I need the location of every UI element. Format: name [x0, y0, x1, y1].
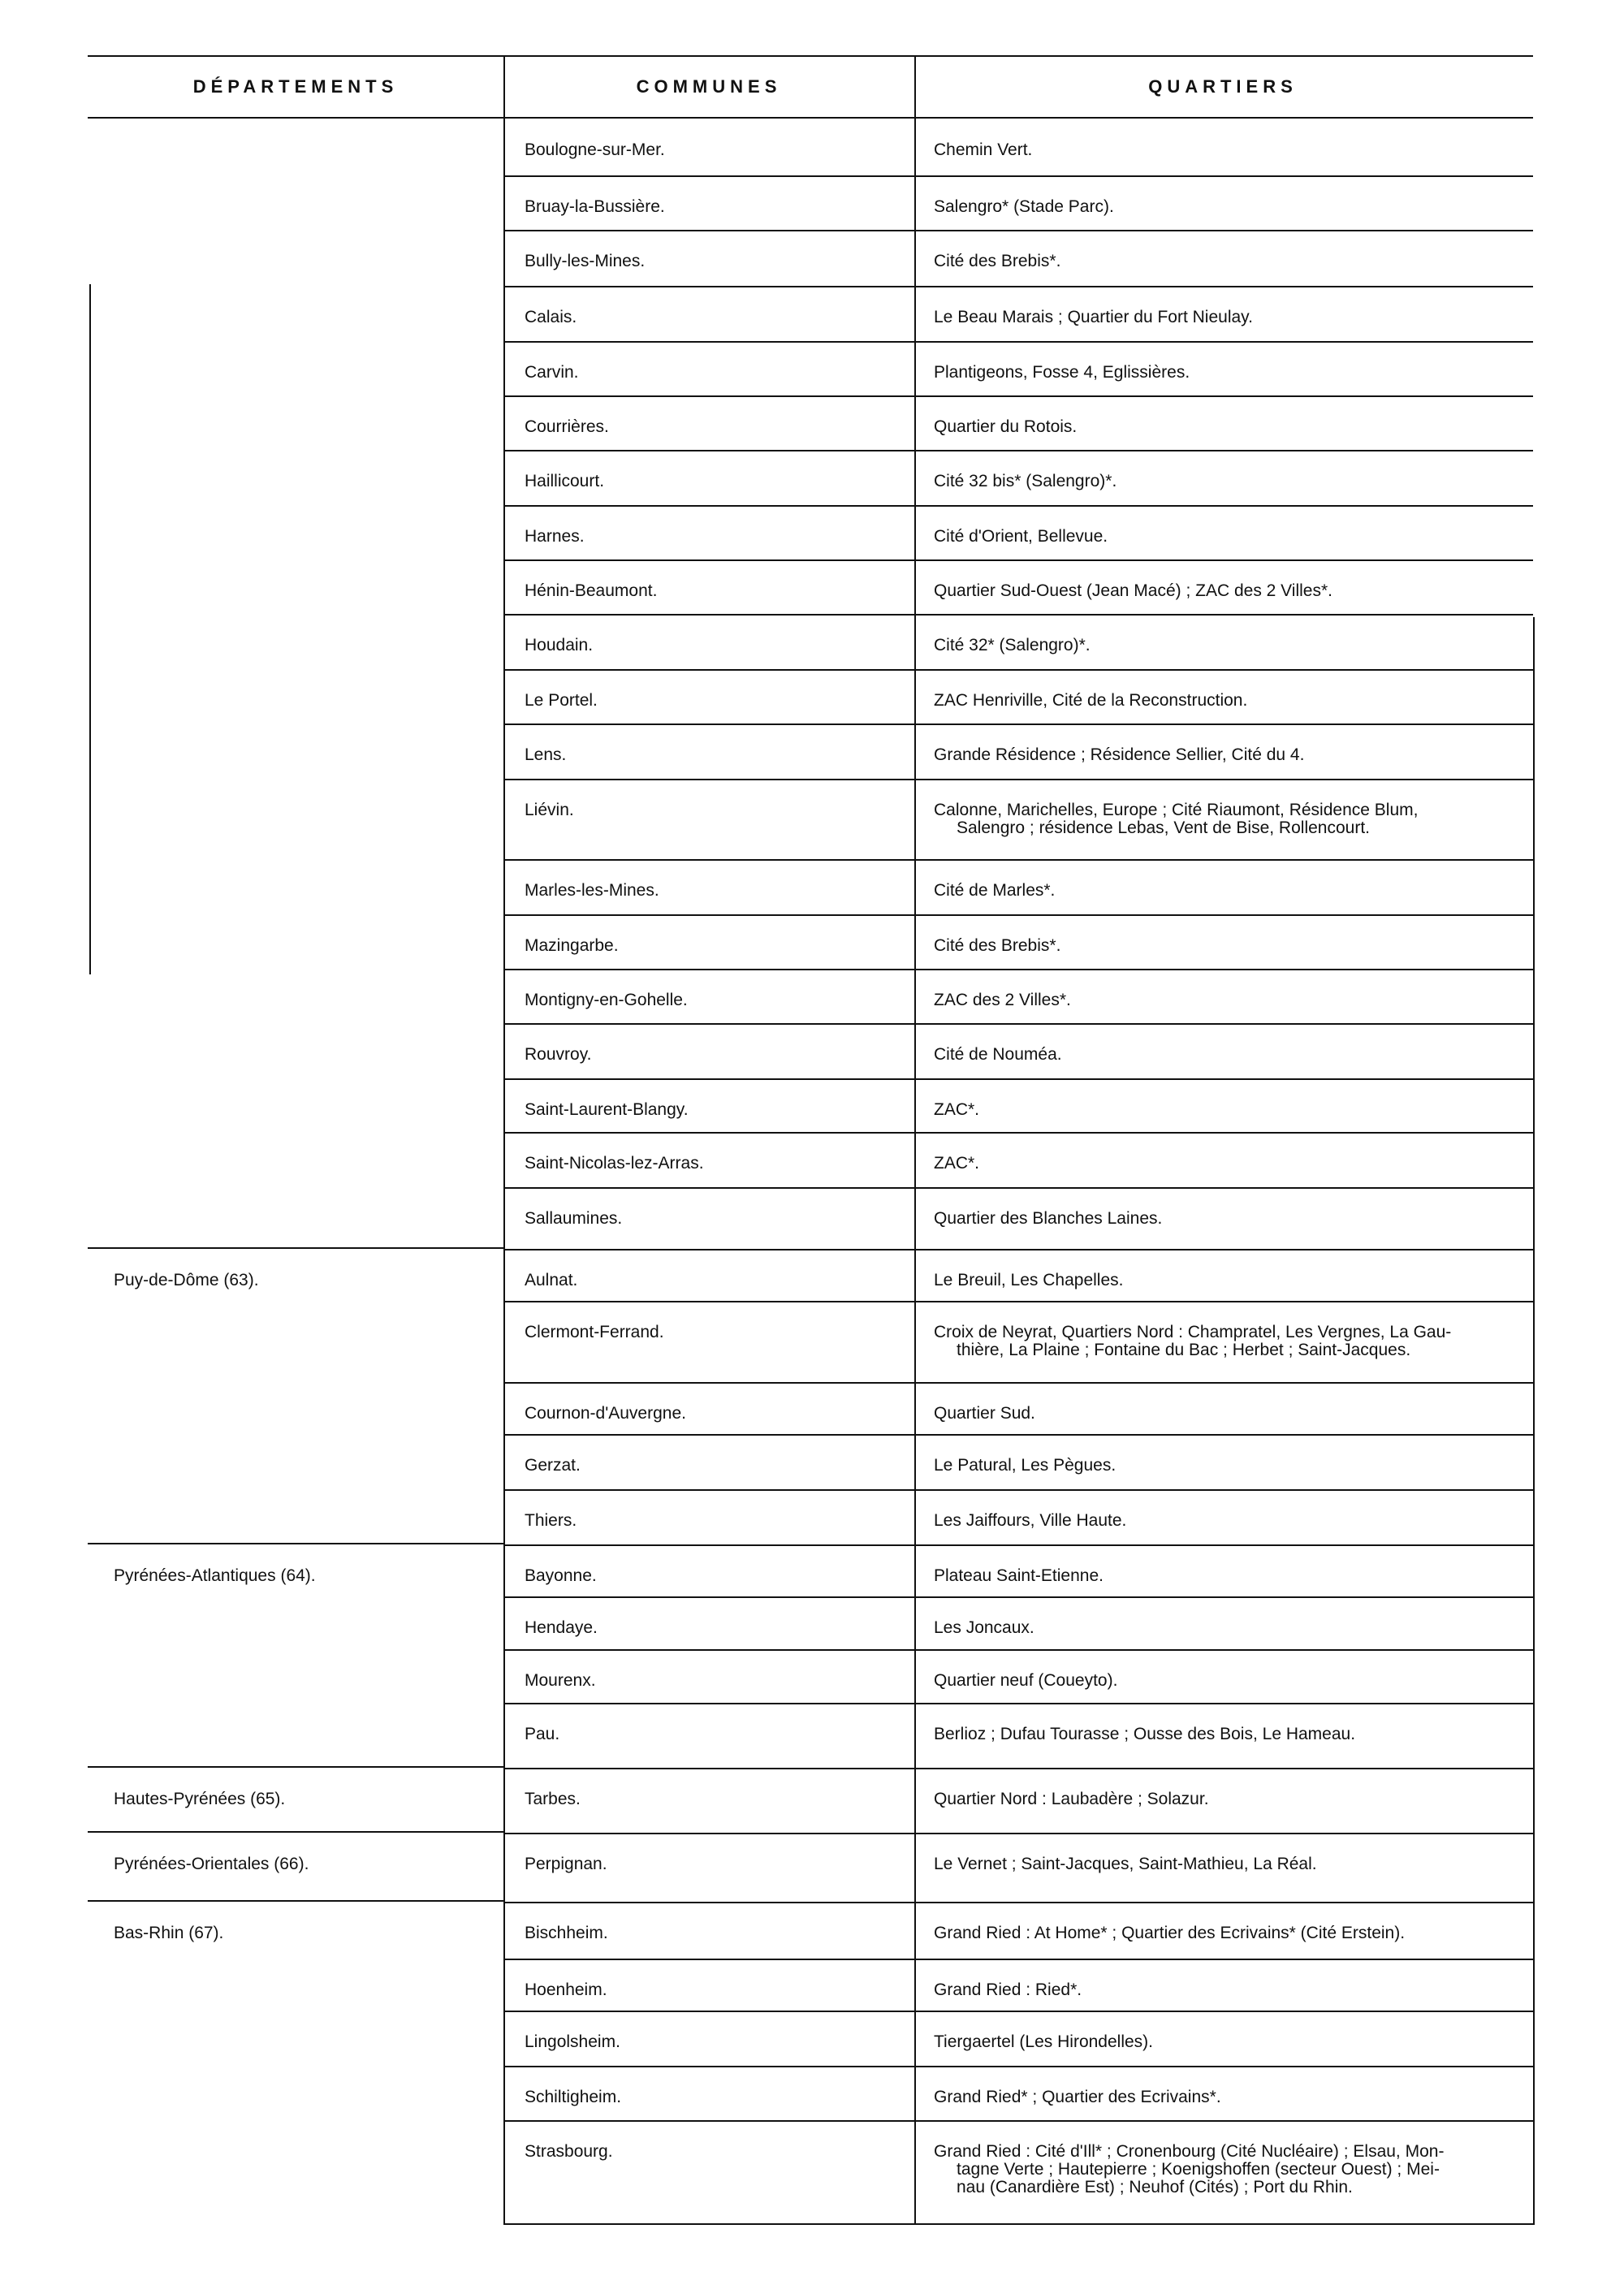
- commune-name: Aulnat.: [525, 1271, 578, 1289]
- commune-name: Courrières.: [525, 417, 609, 436]
- quartier-line: Cité d'Orient, Bellevue.: [934, 527, 1108, 546]
- department-name: Pyrénées-Atlantiques (64).: [114, 1566, 316, 1585]
- quartier-line: Grande Résidence ; Résidence Sellier, Cité du 4.: [934, 745, 1305, 764]
- quartier-cell: [934, 1672, 1528, 1690]
- quartier-cell: [934, 1981, 1528, 1999]
- commune-name: Marles-les-Mines.: [525, 881, 659, 900]
- quartier-line: Plateau Saint-Etienne.: [934, 1566, 1104, 1585]
- quartier-cell: [934, 801, 1528, 837]
- commune-name: Lingolsheim.: [525, 2032, 620, 2051]
- commune-name: Pau.: [525, 1725, 560, 1743]
- row-divider: [503, 341, 1533, 343]
- commune-name: Mourenx.: [525, 1671, 596, 1690]
- commune-name: Saint-Nicolas-lez-Arras.: [525, 1154, 704, 1173]
- quartier-cell: [934, 1210, 1528, 1228]
- quartier-cell: [934, 253, 1528, 270]
- department-name: Bas-Rhin (67).: [114, 1924, 224, 1942]
- quartier-line: Calonne, Marichelles, Europe ; Cité Riaumont, Résidence Blum,: [934, 801, 1419, 819]
- commune-name: Bruay-la-Bussière.: [525, 197, 665, 216]
- department-divider: [88, 1247, 503, 1249]
- quartier-line: Grand Ried : Ried*.: [934, 1980, 1082, 1999]
- column-rule-right: [1533, 617, 1535, 2225]
- quartier-cell: [934, 991, 1528, 1009]
- department-divider: [88, 1766, 503, 1768]
- row-divider: [503, 2011, 1533, 2012]
- quartier-line: Quartier du Rotois.: [934, 417, 1078, 436]
- row-divider: [503, 1132, 1533, 1134]
- row-divider: [503, 614, 1533, 616]
- commune-name: Perpignan.: [525, 1855, 607, 1873]
- header-bottom-rule: [88, 117, 1533, 119]
- row-divider: [503, 230, 1533, 231]
- commune-name: Boulogne-sur-Mer.: [525, 140, 665, 159]
- quartier-cell: [934, 637, 1528, 654]
- commune-name: Schiltigheim.: [525, 2088, 622, 2106]
- row-divider: [503, 559, 1533, 561]
- commune-name: Sallaumines.: [525, 1209, 623, 1228]
- quartier-cell: [934, 418, 1528, 436]
- quartier-cell: [934, 1855, 1528, 1873]
- quartier-line: Les Joncaux.: [934, 1618, 1034, 1637]
- row-divider: [503, 1078, 1533, 1080]
- row-divider: [503, 395, 1533, 397]
- row-divider: [503, 1249, 1533, 1250]
- quartier-cell: [934, 1155, 1528, 1173]
- row-divider: [503, 914, 1533, 916]
- row-divider: [503, 1544, 1533, 1546]
- quartier-line: Salengro* (Stade Parc).: [934, 197, 1114, 216]
- commune-name: Liévin.: [525, 801, 574, 819]
- row-divider: [503, 1902, 1533, 1903]
- row-divider: [503, 1023, 1533, 1025]
- quartier-line: ZAC Henriville, Cité de la Reconstruction.: [934, 691, 1248, 710]
- department-name: Hautes-Pyrénées (65).: [114, 1790, 286, 1808]
- quartier-line: ZAC*.: [934, 1154, 980, 1173]
- commune-name: Lens.: [525, 745, 567, 764]
- quartier-cell: [934, 1324, 1528, 1359]
- quartier-line: ZAC des 2 Villes*.: [934, 991, 1071, 1009]
- quartier-line: Cité des Brebis*.: [934, 936, 1061, 955]
- row-divider: [503, 969, 1533, 970]
- row-divider: [503, 779, 1533, 780]
- row-divider: [503, 669, 1533, 671]
- row-divider: [503, 1703, 1533, 1704]
- quartier-line: nau (Canardière Est) ; Neuhof (Cités) ; Port du Rhin.: [957, 2178, 1353, 2196]
- quartier-line: Grand Ried : Cité d'Ill* ; Cronenbourg (Cité Nucléaire) ; Elsau, Mon-: [934, 2142, 1445, 2161]
- commune-name: Hendaye.: [525, 1618, 598, 1637]
- commune-name: Rouvroy.: [525, 1045, 592, 1064]
- row-divider: [503, 286, 1533, 287]
- quartier-cell: [934, 882, 1528, 900]
- quartier-cell: [934, 1272, 1528, 1289]
- header-quartiers: QUARTIERS: [1148, 76, 1298, 97]
- department-name: Puy-de-Dôme (63).: [114, 1271, 259, 1289]
- row-divider: [503, 1187, 1533, 1189]
- quartier-line: thière, La Plaine ; Fontaine du Bac ; Herbet ; Saint-Jacques.: [957, 1341, 1411, 1359]
- quartier-cell: [934, 2088, 1528, 2106]
- commune-name: Bully-les-Mines.: [525, 252, 646, 270]
- commune-name: Montigny-en-Gohelle.: [525, 991, 688, 1009]
- row-divider: [503, 2066, 1533, 2067]
- quartier-cell: [934, 364, 1528, 382]
- quartier-line: ZAC*.: [934, 1100, 980, 1119]
- commune-name: Tarbes.: [525, 1790, 581, 1808]
- quartier-line: Plantigeons, Fosse 4, Eglissières.: [934, 363, 1190, 382]
- quartier-cell: [934, 2143, 1528, 2196]
- quartier-line: Cité des Brebis*.: [934, 252, 1061, 270]
- row-divider: [503, 1596, 1533, 1598]
- commune-name: Bischheim.: [525, 1924, 608, 1942]
- row-divider: [503, 1649, 1533, 1651]
- commune-name: Hoenheim.: [525, 1980, 607, 1999]
- quartier-line: Cité 32 bis* (Salengro)*.: [934, 472, 1117, 490]
- column-rule-quartiers: [914, 55, 916, 2225]
- commune-name: Hénin-Beaumont.: [525, 581, 658, 600]
- quartier-cell: [934, 141, 1528, 159]
- quartier-cell: [934, 1457, 1528, 1475]
- quartier-line: Grand Ried* ; Quartier des Ecrivains*.: [934, 2088, 1221, 2106]
- commune-name: Le Portel.: [525, 691, 598, 710]
- quartier-line: Salengro ; résidence Lebas, Vent de Bise, Rollencourt.: [957, 819, 1370, 837]
- left-margin-rule: [89, 284, 91, 974]
- row-divider: [503, 859, 1533, 861]
- quartier-line: Le Breuil, Les Chapelles.: [934, 1271, 1124, 1289]
- quartier-cell: [934, 1619, 1528, 1637]
- quartier-cell: [934, 2033, 1528, 2051]
- quartier-line: Quartier Sud-Ouest (Jean Macé) ; ZAC des 2 Villes*.: [934, 581, 1332, 600]
- quartier-line: Croix de Neyrat, Quartiers Nord : Champratel, Les Vergnes, La Gau-: [934, 1323, 1452, 1341]
- commune-name: Cournon-d'Auvergne.: [525, 1404, 686, 1423]
- quartier-line: Les Jaiffours, Ville Haute.: [934, 1511, 1127, 1530]
- department-name: Pyrénées-Orientales (66).: [114, 1855, 309, 1873]
- quartier-line: tagne Verte ; Hautepierre ; Koenigshoffen (secteur Ouest) ; Mei-: [957, 2160, 1440, 2179]
- quartier-cell: [934, 1924, 1528, 1942]
- quartier-line: Cité 32* (Salengro)*.: [934, 636, 1091, 654]
- quartier-line: Quartier Sud.: [934, 1404, 1035, 1423]
- quartier-line: Berlioz ; Dufau Tourasse ; Ousse des Bois, Le Hameau.: [934, 1725, 1356, 1743]
- quartier-cell: [934, 582, 1528, 600]
- quartier-line: Quartier neuf (Coueyto).: [934, 1671, 1118, 1690]
- row-divider: [503, 723, 1533, 725]
- commune-name: Strasbourg.: [525, 2142, 613, 2161]
- quartier-line: Cité de Marles*.: [934, 881, 1056, 900]
- row-divider: [503, 1959, 1533, 1960]
- quartier-line: Tiergaertel (Les Hirondelles).: [934, 2032, 1153, 2051]
- quartier-cell: [934, 692, 1528, 710]
- department-divider: [88, 1543, 503, 1544]
- quartier-cell: [934, 1567, 1528, 1585]
- quartier-cell: [934, 528, 1528, 546]
- commune-name: Carvin.: [525, 363, 579, 382]
- row-divider: [503, 1833, 1533, 1834]
- row-divider: [503, 1301, 1533, 1302]
- quartier-cell: [934, 309, 1528, 326]
- commune-name: Saint-Laurent-Blangy.: [525, 1100, 689, 1119]
- row-divider: [503, 2223, 1533, 2225]
- row-divider: [503, 505, 1533, 507]
- commune-name: Thiers.: [525, 1511, 577, 1530]
- header-top-rule: [88, 55, 1533, 57]
- department-divider: [88, 1831, 503, 1833]
- row-divider: [503, 2120, 1533, 2122]
- quartier-cell: [934, 1101, 1528, 1119]
- quartier-line: Quartier Nord : Laubadère ; Solazur.: [934, 1790, 1209, 1808]
- row-divider: [503, 1768, 1533, 1769]
- commune-name: Mazingarbe.: [525, 936, 619, 955]
- quartier-cell: [934, 1726, 1528, 1743]
- department-divider: [88, 1900, 503, 1902]
- quartier-line: Cité de Nouméa.: [934, 1045, 1062, 1064]
- commune-name: Houdain.: [525, 636, 594, 654]
- quartier-cell: [934, 746, 1528, 764]
- quartier-line: Grand Ried : At Home* ; Quartier des Ecrivains* (Cité Erstein).: [934, 1924, 1406, 1942]
- quartier-cell: [934, 1405, 1528, 1423]
- commune-name: Harnes.: [525, 527, 585, 546]
- quartier-cell: [934, 937, 1528, 955]
- quartier-cell: [934, 1790, 1528, 1808]
- row-divider: [503, 1434, 1533, 1436]
- commune-name: Haillicourt.: [525, 472, 605, 490]
- quartier-line: Chemin Vert.: [934, 140, 1033, 159]
- row-divider: [503, 175, 1533, 177]
- quartier-line: Le Vernet ; Saint-Jacques, Saint-Mathieu, La Réal.: [934, 1855, 1317, 1873]
- row-divider: [503, 1489, 1533, 1491]
- quartier-line: Quartier des Blanches Laines.: [934, 1209, 1163, 1228]
- commune-name: Bayonne.: [525, 1566, 597, 1585]
- quartier-line: Le Patural, Les Pègues.: [934, 1456, 1116, 1475]
- header-departements: DÉPARTEMENTS: [192, 76, 399, 97]
- commune-name: Clermont-Ferrand.: [525, 1323, 664, 1341]
- row-divider: [503, 1382, 1533, 1384]
- row-divider: [503, 450, 1533, 451]
- quartier-cell: [934, 473, 1528, 490]
- column-rule-communes: [503, 55, 505, 2225]
- quartier-cell: [934, 198, 1528, 216]
- quartier-line: Le Beau Marais ; Quartier du Fort Nieulay.: [934, 308, 1253, 326]
- commune-name: Calais.: [525, 308, 577, 326]
- commune-name: Gerzat.: [525, 1456, 581, 1475]
- quartier-cell: [934, 1512, 1528, 1530]
- quartier-cell: [934, 1046, 1528, 1064]
- header-communes: COMMUNES: [636, 76, 782, 97]
